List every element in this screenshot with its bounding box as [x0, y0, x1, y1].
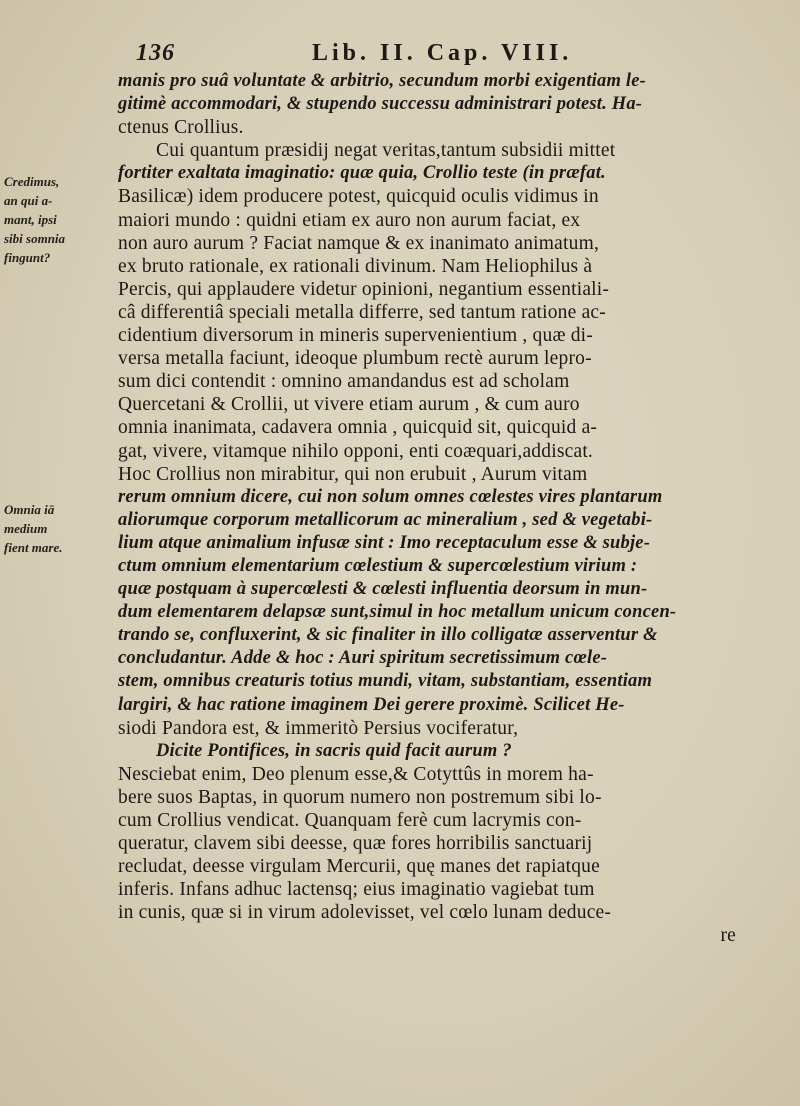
text-line: concludantur. Adde & hoc : Auri spiritum secretissimum cœle-: [118, 648, 608, 669]
text-line: versa metalla faciunt, ideoque plumbum rectè aurum lepro-: [118, 348, 592, 370]
text-line: câ differentiâ speciali metalla differre, sed tantum ratione ac-: [118, 301, 606, 323]
text-line: quæ postquam à supercœlesti & cœlesti influentia deorsum in mun-: [118, 579, 648, 600]
text-line: ex bruto rationale, ex rationali divinum. Nam Heliophilus à: [118, 255, 593, 277]
text-line: non auro aurum ? Faciat namque & ex inanimato animatum,: [118, 232, 600, 254]
text-line: Hoc Crollius non mirabitur, qui non erubuit , Aurum vitam: [118, 463, 588, 485]
text-line: cidentium diversorum in mineris supervenientium , quæ di-: [118, 325, 593, 347]
marginal-line: fient mare.: [4, 540, 63, 555]
text-line: largiri, & hac ratione imaginem Dei gerere proximè. Scilicet He-: [118, 694, 625, 715]
text-line: maiori mundo : quidni etiam ex auro non aurum faciat, ex: [118, 209, 581, 231]
text-line: Quercetani & Crollii, ut vivere etiam aurum , & cum auro: [118, 394, 580, 416]
body-text: [118, 70, 758, 948]
marginal-line: medium: [4, 521, 48, 536]
text-line: Percis, qui applaudere videtur opinioni, negantium essentiali-: [118, 278, 610, 300]
marginal-line: Omnia iā: [4, 502, 55, 517]
text-line: re: [720, 925, 736, 947]
text-line: sum dici contendit : omnino amandandus est ad scholam: [118, 371, 570, 393]
page-header: [136, 38, 756, 72]
text-line: bere suos Baptas, in quorum numero non postremum sibi lo-: [118, 786, 602, 808]
text-line: Cui quantum præsidij negat veritas,tantum subsidii mittet: [156, 140, 616, 162]
marginal-note-credimus: [4, 172, 116, 267]
marginal-line: mant, ipsi: [4, 212, 57, 227]
running-head: Lib. II. Cap. VIII.: [312, 40, 573, 66]
text-line: stem, omnibus creaturis totius mundi, vitam, substantiam, essentiam: [118, 671, 653, 692]
text-line: inferis. Infans adhuc lactensq; eius imaginatio vagiebat tum: [118, 879, 595, 901]
marginal-line: an qui a-: [4, 193, 53, 208]
text-line: Dicite Pontifices, in sacris quid facit aurum ?: [156, 740, 512, 761]
text-line: gat, vivere, vitamque nihilo opponi, enti coæquari,addiscat.: [118, 440, 594, 462]
text-line: fortiter exaltata imaginatio: quæ quia, Crollio teste (in præfat.: [118, 163, 606, 184]
text-line: lium atque animalium infusæ sint : Imo receptaculum esse & subje-: [118, 532, 651, 553]
text-line: in cunis, quæ si in virum adolevisset, vel cœlo lunam deduce-: [118, 902, 612, 924]
text-line: ctum omnium elementarium cœlestium & supercœlestium virium :: [118, 555, 638, 576]
text-line: cum Crollius vendicat. Quanquam ferè cum lacrymis con-: [118, 810, 582, 831]
marginal-line: Credimus,: [4, 174, 60, 189]
text-line: siodi Pandora est, & immeritò Persius vociferatur,: [118, 717, 519, 739]
text-line: trando se, confluxerint, & sic finaliter in illo colligatæ asserventur &: [118, 625, 658, 646]
text-line: queratur, clavem sibi deesse, quæ fores horribilis sanctuarij: [118, 833, 593, 855]
text-line: gitimè accommodari, & stupendo successu administrari potest. Ha-: [118, 94, 643, 115]
text-line: dum elementarem delapsæ sunt,simul in hoc metallum unicum concen-: [118, 602, 677, 623]
marginal-line: sibi somnia: [4, 231, 66, 246]
marginal-line: fingunt?: [4, 250, 51, 265]
text-line: aliorumque corporum metallicorum ac mineralium , sed & vegetabi-: [118, 509, 653, 530]
text-line: omnia inanimata, cadavera omnia , quicquid sit, quicquid a-: [118, 417, 598, 439]
text-line: ctenus Crollius.: [118, 117, 244, 139]
text-line: Basilicæ) idem producere potest, quicquid oculis vidimus in: [118, 186, 599, 208]
text-line: Nesciebat enim, Deo plenum esse,& Cotyttûs in morem ha-: [118, 763, 594, 785]
text-line: recludat, deesse virgulam Mercurii, quę manes det rapiatque: [118, 856, 600, 878]
text-line: rerum omnium dicere, cui non solum omnes cœlestes vires plantarum: [118, 486, 663, 507]
marginal-note-omnia: [4, 500, 116, 557]
text-line: manis pro suâ voluntate & arbitrio, secundum morbi exigentiam le-: [118, 71, 646, 91]
page-number: 136: [136, 40, 175, 66]
